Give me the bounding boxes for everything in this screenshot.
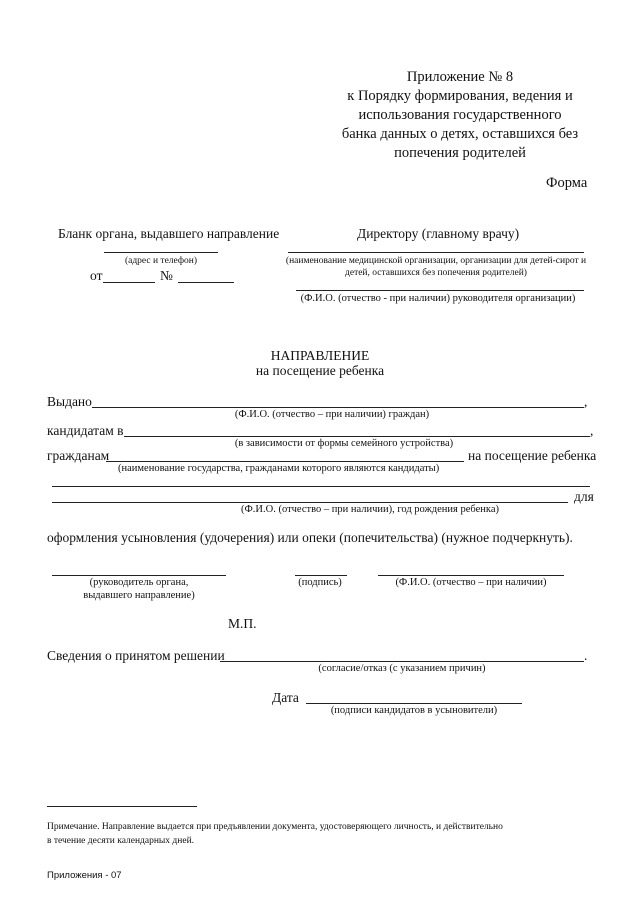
- organization-line[interactable]: [288, 252, 584, 253]
- date-line[interactable]: [103, 282, 155, 283]
- decision-line[interactable]: [220, 661, 584, 662]
- issued-caption: (Ф.И.О. (отчество – при наличии) граждан): [234, 409, 430, 420]
- address-line[interactable]: [104, 252, 218, 253]
- for-label: для: [574, 489, 594, 504]
- decision-period: .: [584, 648, 588, 663]
- issuer-blank-title: Бланк органа, выдавшего направление: [58, 226, 280, 241]
- visit-label: на посещение ребенка: [468, 448, 597, 463]
- head-name-caption: (Ф.И.О. (отчество - при наличии) руководителя организации): [300, 293, 576, 304]
- candidates-line[interactable]: [124, 436, 590, 437]
- date-label: Дата: [272, 690, 299, 705]
- citizens-label: гражданам: [47, 448, 110, 463]
- from-label: от: [90, 268, 103, 283]
- issued-line[interactable]: [92, 407, 584, 408]
- document-title: НАПРАВЛЕНИЕ: [270, 348, 370, 363]
- document-subtitle: на посещение ребенка: [255, 363, 385, 378]
- head-signature-line[interactable]: [52, 575, 226, 576]
- candidates-comma: ,: [590, 423, 594, 438]
- appendix-line-5: попечения родителей: [394, 145, 526, 161]
- decision-label: Сведения о принятом решении: [47, 648, 225, 663]
- footnote-separator: [47, 806, 197, 807]
- issued-label: Выдано: [47, 394, 92, 409]
- purpose-text: оформления усыновления (удочерения) или опеки (попечительства) (нужное подчеркнуть).: [47, 530, 573, 545]
- name-caption: (Ф.И.О. (отчество – при наличии): [395, 577, 547, 588]
- number-label: №: [160, 268, 173, 283]
- appendix-line-1: Приложение № 8: [406, 69, 514, 85]
- address-caption: (адрес и телефон): [124, 256, 198, 266]
- stamp-label: М.П.: [228, 616, 257, 631]
- date-signature-line[interactable]: [306, 703, 522, 704]
- decision-caption: (согласие/отказ (с указанием причин): [318, 663, 486, 674]
- child-line-1[interactable]: [52, 486, 590, 487]
- candidates-caption: (в зависимости от формы семейного устройства): [234, 438, 454, 449]
- candidates-label: кандидатам в: [47, 423, 124, 438]
- number-line[interactable]: [178, 282, 234, 283]
- signature-caption: (подпись): [298, 577, 342, 588]
- appendix-line-4: банка данных о детях, оставшихся без: [341, 126, 579, 142]
- signature-line[interactable]: [295, 575, 347, 576]
- issued-comma: ,: [584, 394, 588, 409]
- appendix-line-3: использования государственного: [358, 107, 562, 123]
- footnote-line-2: в течение десяти календарных дней.: [47, 836, 195, 846]
- child-caption: (Ф.И.О. (отчество – при наличии), год рождения ребенка): [241, 504, 499, 515]
- appendix-header: [330, 68, 590, 163]
- head-caption-1: (руководитель органа,: [89, 577, 189, 588]
- name-line[interactable]: [378, 575, 564, 576]
- citizens-line[interactable]: [106, 461, 464, 462]
- date-caption: (подписи кандидатов в усыновители): [330, 705, 498, 716]
- footnote-line-1: Примечание. Направление выдается при предъявлении документа, удостоверяющего личность, и действительно: [47, 822, 503, 832]
- organization-caption-1: (наименование медицинской организации, организации для детей-сирот и: [285, 256, 587, 266]
- citizens-caption: (наименование государства, гражданами которого являются кандидаты): [118, 463, 440, 474]
- head-caption-2: выдавшего направление): [83, 590, 195, 601]
- child-line-2[interactable]: [52, 502, 568, 503]
- appendix-line-2: к Порядку формирования, ведения и: [347, 88, 573, 104]
- head-name-line[interactable]: [296, 290, 584, 291]
- addressee-title: Директору (главному врачу): [357, 226, 520, 241]
- page-footer: Приложения - 07: [47, 870, 122, 881]
- organization-caption-2: детей, оставшихся без попечения родителей): [345, 268, 527, 278]
- form-label: Форма: [546, 175, 588, 191]
